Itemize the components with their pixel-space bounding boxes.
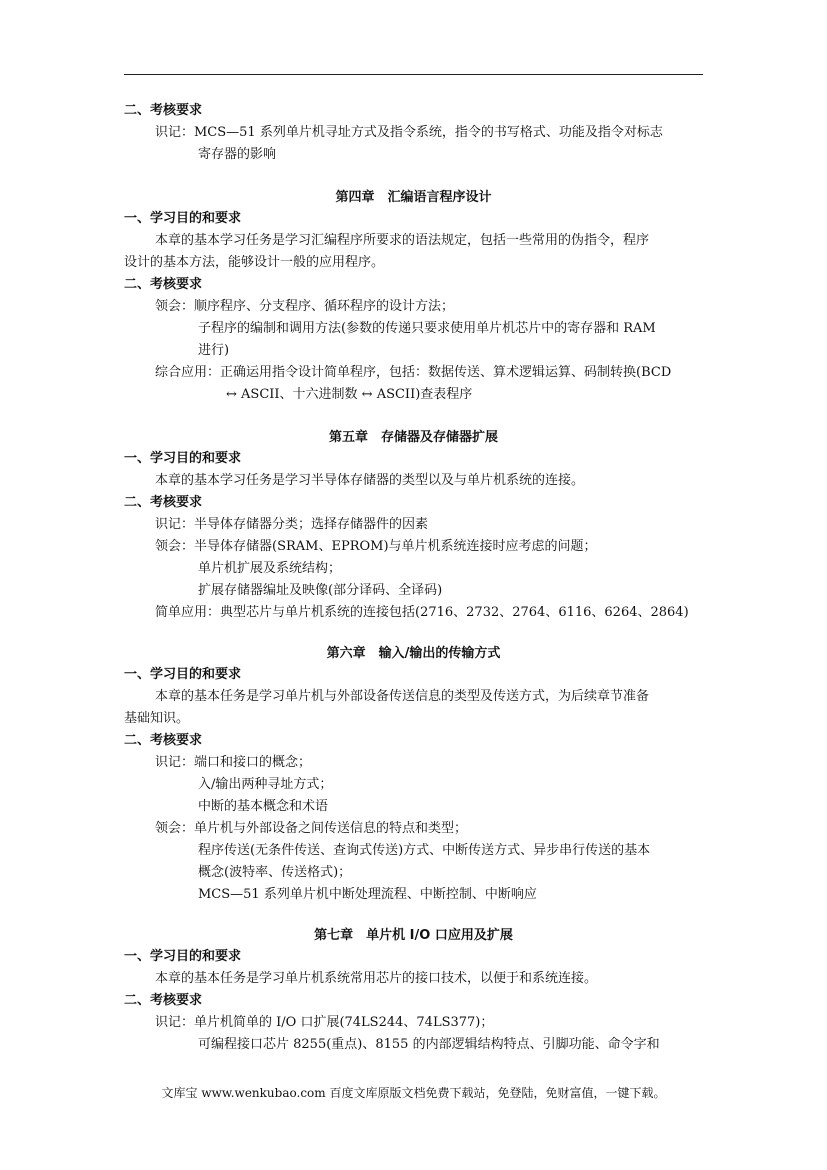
section-heading: 一、学习目的和要求 (124, 451, 242, 466)
section-heading: 二、考核要求 (124, 993, 203, 1008)
body-line: MCS—51 系列单片机中断处理流程、中断控制、中断响应 (198, 887, 537, 902)
body-line: 领会：单片机与外部设备之间传送信息的特点和类型； (155, 821, 468, 836)
body-line: 识记：MCS—51 系列单片机寻址方式及指令系统，指令的书写格式、功能及指令对标志 (155, 125, 663, 140)
chapter-title: 第六章 输入/输出的传输方式 (326, 646, 501, 661)
section-heading: 二、考核要求 (124, 495, 203, 510)
section-heading: 二、考核要求 (124, 103, 203, 118)
body-line: 可编程接口芯片 8255(重点)、8155 的内部逻辑结构特点、引脚功能、命令字和 (198, 1037, 660, 1052)
chapter-title: 第五章 存储器及存储器扩展 (328, 430, 498, 445)
body-line: 设计的基本方法，能够设计一般的应用程序。 (124, 255, 385, 270)
section-heading: 二、考核要求 (124, 277, 203, 292)
body-line: 识记：半导体存储器分类；选择存储器件的因素 (155, 517, 429, 532)
body-line: 单片机扩展及系统结构； (198, 561, 342, 576)
body-line: 识记：单片机简单的 I/O 口扩展(74LS244、74LS377)； (155, 1015, 494, 1030)
body-line: 识记：端口和接口的概念； (155, 755, 312, 770)
body-line: 扩展存储器编址及映像(部分译码、全译码) (198, 583, 443, 598)
body-line: 综合应用：正确运用指令设计简单程序，包括：数据传送、算术逻辑运算、码制转换(BCD (155, 365, 672, 380)
section-heading: 一、学习目的和要求 (124, 211, 242, 226)
body-line: 子程序的编制和调用方法(参数的传递只要求使用单片机芯片中的寄存器和 RAM (198, 321, 656, 336)
body-line: 领会：半导体存储器(SRAM、EPROM)与单片机系统连接时应考虑的问题； (155, 539, 597, 554)
body-line: ↔ ASCII、十六进制数 ↔ ASCII)查表程序 (226, 387, 473, 402)
body-line: 领会：顺序程序、分支程序、循环程序的设计方法； (155, 299, 455, 314)
body-line: 简单应用：典型芯片与单片机系统的连接包括(2716、2732、2764、6116、6264、2864) (155, 605, 689, 620)
page-footer: 文库宝 www.wenkubao.com 百度文库原版文档免费下载站，免登陆，免财富值，一键下载。 (161, 1086, 666, 1100)
body-line: 本章的基本学习任务是学习汇编程序所要求的语法规定，包括一些常用的伪指令，程序 (155, 233, 650, 248)
section-heading: 一、学习目的和要求 (124, 667, 242, 682)
body-line: 基础知识。 (124, 711, 190, 726)
body-line: 本章的基本任务是学习单片机系统常用芯片的接口技术，以便于和系统连接。 (155, 971, 598, 986)
body-line: 入/输出两种寻址方式； (198, 777, 333, 792)
chapter-title: 第七章 单片机 I/O 口应用及扩展 (314, 928, 513, 943)
body-line: 概念(波特率、传送格式)； (198, 865, 352, 880)
body-line: 中断的基本概念和术语 (198, 799, 329, 814)
section-heading: 二、考核要求 (124, 733, 203, 748)
body-line: 进行) (198, 343, 230, 358)
body-line: 本章的基本学习任务是学习半导体存储器的类型以及与单片机系统的连接。 (155, 473, 585, 488)
header-rule (124, 74, 703, 75)
section-heading: 一、学习目的和要求 (124, 949, 242, 964)
body-line: 寄存器的影响 (198, 147, 277, 162)
chapter-title: 第四章 汇编语言程序设计 (335, 190, 492, 205)
body-line: 程序传送(无条件传送、查询式传送)方式、中断传送方式、异步串行传送的基本 (198, 843, 651, 858)
body-line: 本章的基本任务是学习单片机与外部设备传送信息的类型及传送方式，为后续章节准备 (155, 689, 650, 704)
